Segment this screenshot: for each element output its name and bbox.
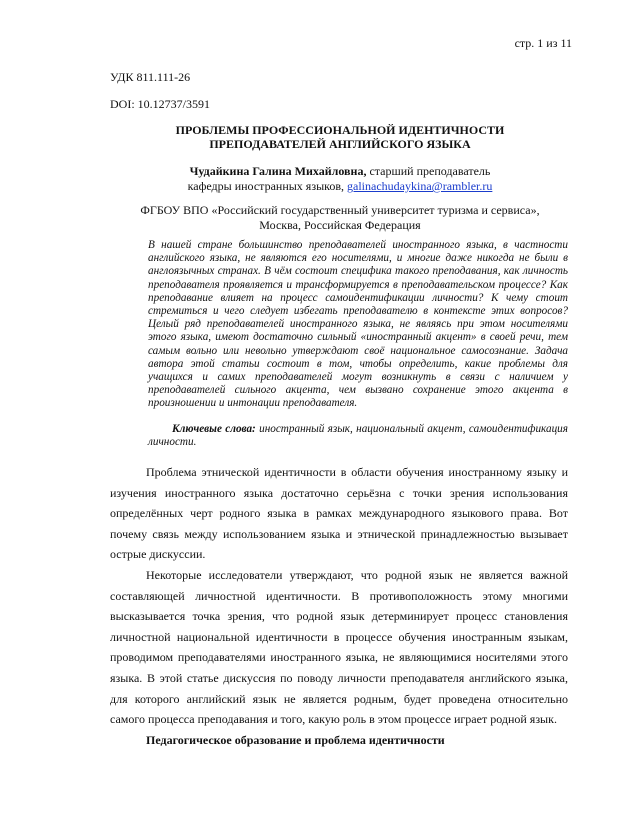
- doi: DOI: 10.12737/3591: [110, 97, 210, 111]
- keywords: [148, 423, 568, 449]
- udk-code: УДК 811.111-26: [110, 70, 191, 84]
- article-body: [110, 462, 568, 750]
- article-title: [110, 123, 570, 151]
- organization: [110, 203, 570, 233]
- author-name: Чудайкина Галина Михайловна,: [189, 164, 367, 178]
- author-department: кафедры иностранных языков,: [187, 179, 348, 193]
- author-line-2: [110, 179, 570, 194]
- author-position: старший преподаватель: [366, 164, 491, 178]
- section-heading: Педагогическое образование и проблема идентичности: [146, 732, 445, 747]
- keywords-text: иностранный язык, национальный акцент, самоидентификация личности.: [148, 423, 568, 449]
- page-number: стр. 1 из 11: [514, 36, 572, 50]
- body-paragraph-1: Проблема этнической идентичности в области обучения иностранному языку и изучения иностранного языка достаточно серьёзна с точки зрения использования определённых черт родного языка в рамках международного языкового права. Вот почему связь между использованием языка и этнической принадлежностью вызывает острые дискуссии.: [110, 465, 568, 562]
- author-line-1: [110, 164, 570, 179]
- abstract: В нашей стране большинство преподавателей иностранного языка, в частности английского языка, не являются его носителями, и многие даже никогда не были в англоязычных странах. В чём состоит специфика такого преподавания, как личность преподавателя проявляется и трансформируется в преподавательском процессе? Как преподавание влияет на процесс самоидентификации личности? К чему стоит стремиться и чего следует избегать преподавателю в контексте этих вопросов? Целый ряд преподавателей иностранного языка, не являясь при этом носителями этого языка, имеют достаточно сильный «иностранный акцент» в своей речи, тем самым вольно или невольно утверждают своё национальное самосознание. Задача автора этой статьи состоит в том, чтобы определить, какие проблемы для учащихся и самих преподавателей могут возникнуть в связи с наличием у преподавателей сильного акцента, чем вызвано сохранение этого акцента в произношении и интонации преподавателя.: [148, 239, 568, 410]
- author-block: [110, 164, 570, 194]
- title-line-1: ПРОБЛЕМЫ ПРОФЕССИОНАЛЬНОЙ ИДЕНТИЧНОСТИ: [175, 123, 505, 137]
- organization-line-2: Москва, Российская Федерация: [259, 218, 421, 232]
- keywords-label: Ключевые слова:: [172, 423, 256, 435]
- author-email-link[interactable]: galinachudaykina@rambler.ru: [347, 179, 493, 193]
- body-paragraph-2: Некоторые исследователи утверждают, что родной язык не является важной составляющей личностной идентичности. В противоположность этому многими высказывается точка зрения, что родной язык детерминирует процесс становления личностной национальной идентичности в процессе обучения иностранным языкам, проводимом преподавателями иностранного языка, не являющимися носителями этого языка. В этой статье дискуссия по поводу личности преподавателя английского языка, для которого английский язык не является родным, будет проведена относительно самого процесса преподавания и того, какую роль в этом процессе играет родной язык.: [110, 567, 568, 727]
- title-line-2: ПРЕПОДАВАТЕЛЕЙ АНГЛИЙСКОГО ЯЗЫКА: [209, 137, 471, 151]
- organization-line-1: ФГБОУ ВПО «Российский государственный университет туризма и сервиса»,: [140, 203, 540, 217]
